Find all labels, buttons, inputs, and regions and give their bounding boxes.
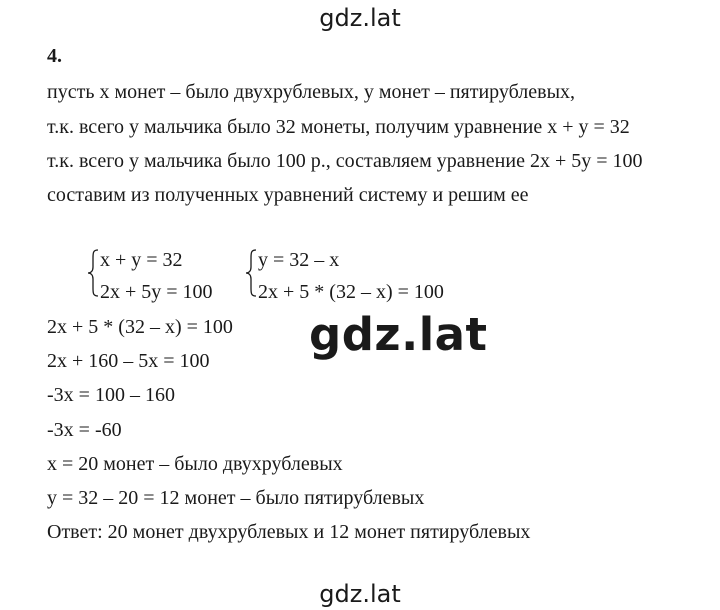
intro-line-4: составим из полученных уравнений систему и решим ее [47, 184, 529, 206]
step-line-5: x = 20 монет – было двухрублевых [47, 453, 343, 475]
step-line-6: y = 32 – 20 = 12 монет – было пятирублевых [47, 487, 425, 509]
intro-line-3: т.к. всего у мальчика было 100 р., составляем уравнение 2x + 5y = 100 [47, 150, 643, 172]
answer-line: Ответ: 20 монет двухрублевых и 12 монет пятирублевых [47, 521, 531, 543]
step-line-1: 2x + 5 * (32 – x) = 100 [47, 316, 233, 338]
watermark-bottom: gdz.lat [319, 580, 401, 608]
left-brace-icon [244, 248, 258, 298]
left-brace-icon [86, 248, 100, 298]
system1-equation-2: 2x + 5y = 100 [100, 281, 213, 303]
intro-line-1: пусть x монет – было двухрублевых, y монет – пятирублевых, [47, 81, 576, 103]
system2-equation-2: 2x + 5 * (32 – x) = 100 [258, 281, 444, 303]
equation-system-2 [244, 248, 474, 303]
system2-equation-1: y = 32 – x [258, 249, 340, 271]
task-number: 4. [47, 45, 62, 67]
step-line-3: -3x = 100 – 160 [47, 384, 175, 406]
watermark-top: gdz.lat [319, 4, 401, 32]
step-line-2: 2x + 160 – 5x = 100 [47, 350, 210, 372]
system1-equation-1: x + y = 32 [100, 249, 183, 271]
equation-system-1 [86, 248, 256, 303]
step-line-4: -3x = -60 [47, 419, 122, 441]
watermark-center: gdz.lat [309, 308, 488, 361]
intro-line-2: т.к. всего у мальчика было 32 монеты, получим уравнение x + y = 32 [47, 116, 630, 138]
